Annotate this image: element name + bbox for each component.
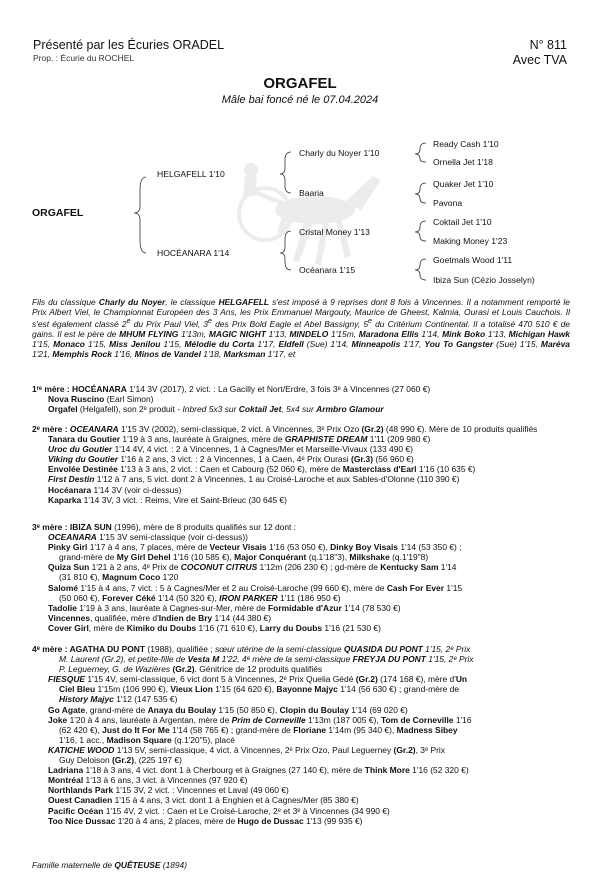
pedigree-subject: ORGAFEL <box>32 207 84 219</box>
pedigree-dss: Coktail Jet 1'10 <box>433 217 492 227</box>
pedigree-dam-sire: Cristal Money 1'13 <box>299 227 370 237</box>
pedigree-sire: HELGAFELL 1'10 <box>157 169 225 179</box>
pedigree-sire-dam: Baaria <box>299 188 324 198</box>
sire-description: Fils du classique Charly du Noyer, le classique HELGAFELL s'est imposé à 9 reprises dont 8 fois à Vincennes. Il a notamment remporté le Prix Albert Viel, le Championnat Européen des 3 Ans, les Prix Emmanuel Margouty, Maurice de Gheest, Kalmia, Ourasi et Louis Cauchois. Il s'est également classé 2e du Prix Paul Viel, 3e des Prix Bold Eagle et Abel Bassigny, 5e du Critérium Continental. Il a totalisé 470 510 € de gains. Il est le père de MHUM FLYING 1'13m, MAGIC NIGHT 1'13, MINDELO 1'15m, Maradona Ellis 1'14, Mink Boko 1'13, Michigan Hawk 1'15, Monaco 1'15, Miss Jenilou 1'15, Mélodie du Corta 1'17, Eldfell (Sue) 1'14, Minneapolis 1'17, You To Gangster (Sue) 1'15, Maréva 1'21, Memphis Rock 1'16, Minos de Vandel 1'18, Marksman 1'17, et <box>32 297 571 360</box>
second-dam-section: 2ᵉ mère : OCEANARA 1'15 3V (2002), semi-classique, 2 vict. à Vincennes, 3ᵉ Prix Ozo (Gr.2) (48 990 €). Mère de 10 produits qualifiés Tanara du Goutier 1'19 à 3 ans, lauréate à Graignes, mère de GRAPHISTE DREAM 1'11 (209 980 €) Uroc du Goutier 1'14 4V, 4 vict. : 2 à Vincennes, 1 à Cagnes/Mer et Marseille-Vivaux (133 490 €) Viking du Goutier 1'16 à 2 ans, 3 vict. : 2 à Vincennes, 1 à Caen, 4ᵉ Prix Ourasi (Gr.3) (56 960 €) Envolée Destinée 1'13 à 3 ans, 2 vict. : Caen et Cabourg (52 060 €), mère de Masterclass d'Earl 1'16 (10 635 €) First Destin 1'12 à 7 ans, 5 vict. dont 2 à Vincennes, 1 au Croisé-Laroche et aux Sables-d'Olonne (110 390 €) Hocéanara 1'14 3V (voir ci-dessus) Kaparka 1'14 3V, 3 vict. : Reims, Vire et Saint-Brieuc (30 645 €) <box>32 424 538 505</box>
vat-status: Avec TVA <box>512 53 567 67</box>
maternal-family: Famille maternelle de QUÊTEUSE (1894) <box>32 860 188 870</box>
pedigree-dam-dam: Océanara 1'15 <box>299 265 356 275</box>
pedigree-dam: HOCÉANARA 1'14 <box>157 248 230 258</box>
fourth-dam-section: 4ᵉ mère : AGATHA DU PONT (1988), qualifiée ; sœur utérine de la semi-classique QUASIDA DU PONT 1'15, 2ᵉ Prix M. Laurent (Gr.2), et petite-fille de Vesta M 1'22, 4ᵉ mère de la semi-classique FREYJA DU PONT 1'15, 2ᵉ Prix P. Leguerney, G. de Wazières (Gr.2). Génitrice de 12 produits qualifiés FIESQUE 1'15 4V, semi-classique, 6 vict dont 5 à Vincennes, 2ᵉ Prix Quelia Gédé (Gr.2) (174 168 €), mère d'Un Ciel Bleu 1'15m (106 990 €), Vieux Lion 1'15 (64 620 €), Bayonne Majyc 1'14 (56 630 €) ; grand-mère de History Majyc 1'12 (147 535 €) Go Agate, grand-mère de Anaya du Boulay 1'15 (50 850 €), Clopin du Boulay 1'14 (69 020 €) Joke 1'20 à 4 ans, lauréate à Argentan, mère de Prim de Corneville 1'13m (187 005 €), Tom de Corneville 1'16 (62 420 €), Just do It For Me 1'14 (58 765 €) ; grand-mère de Floriane 1'14m (95 340 €), Madness Sibey 1'16, 1 acc., Madison Square (q.1'20"5), placé KATICHE WOOD 1'13 5V, semi-classique, 4 vict. à Vincennes, 2ᵉ Prix Ozo, Paul Leguerney (Gr.2), 3ᵉ Prix Guy Deloison (Gr.2), (225 197 €) Ladriana 1'18 à 3 ans, 4 vict. dont 1 à Cherbourg et à Graignes (27 140 €), mère de Think More 1'16 (52 320 €) Montréal 1'13 à 6 ans, 3 vict. à Vincennes (97 920 €) Northlands Park 1'15 3V, 2 vict. : Vincennes et Laval (49 060 €) Ouest Canadien 1'15 à 4 ans, 3 vict. dont 1 à Enghien et à Cagnes/Mer (85 380 €) Pacific Océan 1'15 4V, 2 vict. : Caen et Le Croisé-Laroche, 2ᵉ et 3ᵉ à Vincennes (34 990 €) Too Nice Dussac 1'20 à 4 ans, 2 places, mère de Hugo de Dussac 1'13 (99 935 €) <box>32 644 474 826</box>
pedigree-dds: Goetmals Wood 1'11 <box>433 255 513 265</box>
horse-description: Mâle bai foncé né le 07.04.2024 <box>221 94 379 106</box>
pedigree-sss: Ready Cash 1'10 <box>433 139 499 149</box>
pedigree-sdd: Pavona <box>433 198 463 208</box>
first-dam-section: 1ʳᵉ mère : HOCÉANARA 1'14 3V (2017), 2 vict. : La Gacilly et Nort/Erdre, 3 fois 3ᵉ à Vincennes (27 060 €) Nova Ruscino (Earl Simon) Orgafel (Helgafell), son 2ᵉ produit - Inbred 5x3 sur Coktail Jet, 5x4 sur Armbro Glamour <box>32 384 431 415</box>
lot-number: N° 811 <box>529 38 567 52</box>
pedigree-sire-sire: Charly du Noyer 1'10 <box>299 148 380 158</box>
pedigree-ddd: Ibiza Sun (Cézio Josselyn) <box>433 275 535 285</box>
pedigree-sds: Quaker Jet 1'10 <box>433 179 494 189</box>
pedigree-ssd: Ornella Jet 1'18 <box>433 157 493 167</box>
horse-name: ORGAFEL <box>263 75 337 92</box>
pedigree-dsd: Making Money 1'23 <box>433 236 508 246</box>
third-dam-section: 3ᵉ mère : IBIZA SUN (1996), mère de 8 produits qualifiés sur 12 dont : OCEANARA 1'15 3V semi-classique (voir ci-dessus)) Pinky Girl 1'17 à 4 ans, 7 places, mère de Vecteur Visais 1'16 (53 050 €), Dinky Boy Visais 1'14 (53 350 €) ; grand-mère de My Girl Dehel 1'16 (10 585 €), Major Conquérant (q.1'18"3), Milkshake (q.1'19"8) Quiza Sun 1'21 à 2 ans, 4ᵉ Prix de COCONUT CITRUS 1'12m (206 230 €) ; gd-mère de Kentucky Sam 1'14 (31 810 €), Magnum Coco 1'20 Salomé 1'15 à 4 ans, 7 vict. : 5 à Cagnes/Mer et 2 au Croisé-Laroche (99 660 €), mère de Cash For Ever 1'15 (50 060 €), Forever Céké 1'14 (50 320 €), IRON PARKER 1'11 (186 950 €) Tadolie 1'19 à 3 ans, lauréate à Cagnes-sur-Mer, mère de Formidable d'Azur 1'14 (78 530 €) Vincennes, qualifiée, mère d'Indien de Bry 1'14 (44 380 €) Cover Girl, mère de Kimiko du Doubs 1'16 (71 610 €), Larry du Doubs 1'16 (21 530 €) <box>32 522 463 633</box>
presenter: Présenté par les Écuries ORADEL <box>33 38 225 52</box>
owner: Prop. : Écurie du ROCHEL <box>33 53 135 63</box>
